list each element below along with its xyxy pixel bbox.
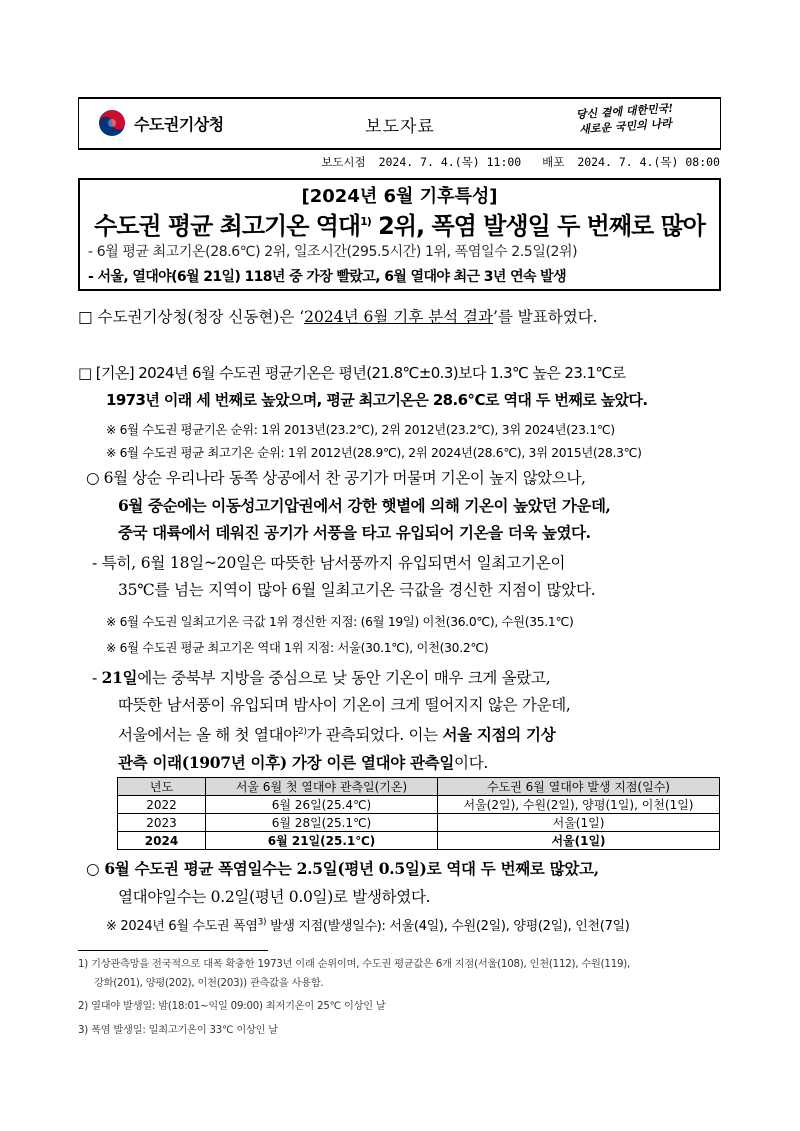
release-label: 보도시점	[321, 155, 366, 169]
temperature-line1-text: [기온] 2024년 6월 수도권 평균기온은 평년(21.8℃±0.3)보다 1.3℃ 높은 23.1℃로	[95, 364, 626, 382]
table-header-cell: 서울 6월 첫 열대야 관측일(기온)	[206, 778, 438, 796]
title-main-post: 2위, 폭염 발생일 두 번째로 많아	[370, 212, 705, 240]
dash2-line1	[92, 664, 732, 692]
table-row	[118, 796, 720, 814]
footnote-1-line-a: 1) 기상관측망을 전국적으로 대폭 확충한 1973년 이래 순위이며, 수도권 평균값은 6개 지점(서울(108), 인천(112), 수원(119),	[78, 959, 631, 970]
table-cell: 6월 21일(25.1℃)	[206, 832, 438, 850]
footnote-1-line-b: 강화(201), 양평(202), 이천(203)) 관측값을 사용함.	[94, 978, 324, 989]
table-cell: 2024	[118, 832, 206, 850]
org-logo	[98, 107, 278, 139]
title-subtitle: [2024년 6월 기후특성]	[301, 186, 498, 207]
dash-paragraph-1	[92, 550, 728, 604]
dash2-line1-bold: 21일	[101, 668, 138, 687]
table-row	[118, 832, 720, 850]
circle-paragraph-2	[78, 855, 728, 911]
intro-post: ’를 발표하였다.	[492, 308, 598, 326]
table-cell: 6월 28일(25.1℃)	[206, 814, 438, 832]
slogan-line2: 새로운 국민의 나라	[578, 116, 673, 137]
footnote-2: 2) 열대야 발생일: 밤(18:01~익일 09:00) 최저기온이 25℃ 이상인 날	[78, 1001, 386, 1012]
temperature-line1	[78, 360, 728, 387]
heatwave-note-post: 발생 지점(발생일수): 서울(4일), 수원(2일), 양평(2일), 인천(7일)	[266, 919, 630, 934]
footnote-ref-3: 3)	[257, 917, 267, 928]
footnote-divider	[78, 950, 268, 951]
table-cell: 2022	[118, 796, 206, 814]
circle1-line3: 중국 대륙에서 데워진 공기가 서풍을 타고 유입되어 기온을 더욱 높였다.	[118, 523, 591, 542]
dash2-line3-mid: 가 관측되었다. 이는	[306, 726, 443, 745]
dash2-line3-bold: 서울 지점의 기상	[442, 725, 556, 745]
dash1-note-2: ※ 6월 수도권 평균 최고기온 역대 1위 지점: 서울(30.1℃), 이천(30.2℃)	[106, 641, 489, 655]
dash2-line1-rest: 에는 중북부 지방을 중심으로 낮 동안 기온이 매우 크게 올랐고,	[137, 669, 551, 687]
temperature-note-2: ※ 6월 수도권 평균 최고기온 순위: 1위 2012년(28.9℃), 2위 2024년(28.6℃), 3위 2015년(28.3℃)	[106, 446, 642, 460]
dash2-line4-bold: 관측 이래(1907년 이후) 가장 이른 열대야 관측일	[118, 753, 455, 773]
doc-type: 보도자료	[365, 117, 435, 137]
title-main-pre: 수도권 평균 최고기온 역대	[94, 212, 361, 240]
table-row	[118, 814, 720, 832]
footnote-1	[78, 955, 728, 993]
distribute-value: 2024. 7. 4.(목) 08:00	[577, 155, 720, 169]
circle1-line1: ○ 6월 상순 우리나라 동쪽 상공에서 찬 공기가 머물며 기온이 높지 않았으나,	[86, 469, 586, 487]
dash1-note-1: ※ 6월 수도권 일최고기온 극값 1위 경신한 지점: (6월 19일) 이천(36.0℃), 수원(35.1℃)	[106, 615, 574, 629]
dash-bullet: -	[92, 669, 102, 687]
temperature-paragraph	[78, 360, 728, 414]
table-cell: 2023	[118, 814, 206, 832]
circle1-line2: 6월 중순에는 이동성고기압권에서 강한 햇볕에 의해 기온이 높았던 가운데,	[118, 496, 611, 515]
heatwave-note-pre: ※ 2024년 6월 수도권 폭염	[106, 919, 258, 934]
dash2-line3-pre: 서울에서는 올 해 첫 열대야	[118, 726, 298, 745]
dash2-line4	[92, 749, 732, 777]
table-cell: 서울(1일)	[438, 832, 720, 850]
table-cell: 서울(2일), 수원(2일), 양평(1일), 이천(1일)	[438, 796, 720, 814]
table-cell: 6월 26일(25.4℃)	[206, 796, 438, 814]
temperature-line2: 1973년 이래 세 번째로 높았으며, 평균 최고기온은 28.6℃로 역대 두 번째로 높았다.	[106, 391, 648, 409]
intro-pre: 수도권기상청(청장 신동현)은 ‘	[97, 308, 305, 326]
box-bullet: □	[78, 308, 93, 326]
circle-paragraph-1	[78, 465, 728, 546]
intro-underlined: 2024년 6월 기후 분석 결과	[304, 308, 493, 326]
dash2-line4-post: 이다.	[454, 754, 489, 773]
dash1-line2: 35℃를 넘는 지역이 많아 6월 일최고기온 극값을 경신한 지점이 많았다.	[118, 581, 596, 599]
title-main	[78, 206, 721, 241]
intro-paragraph	[78, 305, 728, 327]
table-header-cell: 년도	[118, 778, 206, 796]
tropical-night-table	[117, 777, 720, 850]
release-value: 2024. 7. 4.(목) 11:00	[378, 155, 522, 169]
footnote-ref-1: 1)	[360, 215, 371, 228]
title-bullet-2: - 서울, 열대야(6월 21일) 118년 중 가장 빨랐고, 6월 열대야 최근 3년 연속 발생	[88, 269, 567, 285]
table-cell: 서울(1일)	[438, 814, 720, 832]
box-bullet: □	[78, 364, 92, 382]
table-header-cell: 수도권 6월 열대야 발생 지점(일수)	[438, 778, 720, 796]
footnote-ref-2: 2)	[297, 727, 307, 737]
taegeuk-logo-icon	[98, 109, 126, 137]
heatwave-note	[106, 915, 726, 934]
release-info	[300, 154, 720, 170]
dash2-line3	[92, 719, 732, 749]
footnote-3: 3) 폭염 발생일: 일최고기온이 33℃ 이상인 날	[78, 1025, 278, 1036]
slogan-line1: 당신 곁에 대한민국!	[575, 101, 674, 122]
dash1-line1: - 특히, 6월 18일~20일은 따뜻한 남서풍까지 유입되면서 일최고기온이	[92, 554, 566, 572]
dash-paragraph-2	[92, 664, 732, 777]
distribute-label: 배포	[542, 155, 565, 169]
org-name: 수도권기상청	[134, 114, 224, 134]
circle2-line2: 열대야일수는 0.2일(평년 0.0일)로 발생하였다.	[118, 888, 431, 906]
circle2-line1: ○ 6월 수도권 평균 폭염일수는 2.5일(평년 0.5일)로 역대 두 번째로 많았고,	[86, 859, 599, 878]
title-bullet-1: - 6월 평균 최고기온(28.6℃) 2위, 일조시간(295.5시간) 1위, 폭염일수 2.5일(2위)	[88, 244, 578, 260]
table-header-row	[118, 778, 720, 796]
dash2-line2: 따뜻한 남서풍이 유입되며 밤사이 기온이 크게 떨어지지 않은 가운데,	[118, 696, 571, 714]
temperature-note-1: ※ 6월 수도권 평균기온 순위: 1위 2013년(23.2℃), 2위 2012년(23.2℃), 3위 2024년(23.1℃)	[106, 423, 615, 437]
